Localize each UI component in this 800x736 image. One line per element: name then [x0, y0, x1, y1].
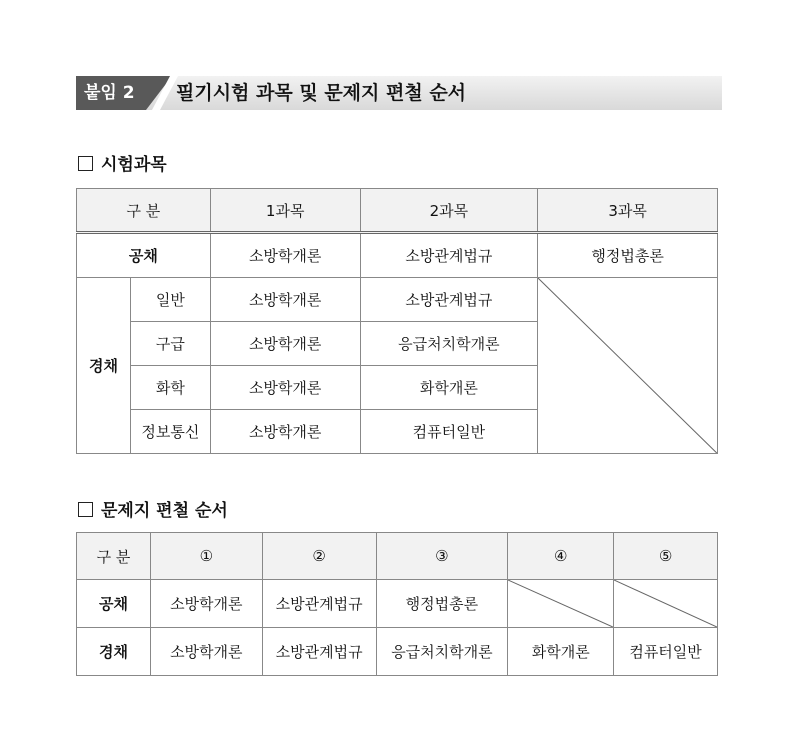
section-heading-order-label: 문제지 편철 순서 — [101, 501, 228, 521]
table-cell: 응급처치학개론 — [376, 628, 508, 676]
table-cell: 소방학개론 — [210, 366, 360, 410]
row-subheader: 화학 — [130, 366, 210, 410]
section-heading-subjects-label: 시험과목 — [101, 155, 167, 175]
booklet-order-table — [76, 532, 718, 676]
table-cell: 소방관계법규 — [360, 233, 538, 278]
row-header-common: 공채 — [77, 233, 211, 278]
table-cell: 소방학개론 — [210, 233, 360, 278]
table-cell: 소방학개론 — [210, 410, 360, 454]
table-cell: 소방학개론 — [210, 278, 360, 322]
diagonal-empty-cell — [508, 580, 614, 628]
table-header-row — [77, 533, 718, 580]
table-cell: 소방학개론 — [150, 580, 262, 628]
diagonal-line-icon — [614, 580, 717, 627]
row-subheader: 정보통신 — [130, 410, 210, 454]
column-header: ① — [150, 533, 262, 580]
column-header: 구 분 — [77, 189, 211, 233]
column-header: ⑤ — [614, 533, 718, 580]
row-header-career: 경채 — [77, 278, 131, 454]
table-cell: 컴퓨터일반 — [360, 410, 538, 454]
row-header-career: 경채 — [77, 628, 151, 676]
table-row — [77, 278, 718, 322]
table-cell: 응급처치학개론 — [360, 322, 538, 366]
table-row — [77, 580, 718, 628]
column-header: ② — [262, 533, 376, 580]
table-cell: 화학개론 — [508, 628, 614, 676]
table-cell: 행정법총론 — [538, 233, 718, 278]
column-header: 2과목 — [360, 189, 538, 233]
diagonal-empty-cell — [614, 580, 718, 628]
table-row — [77, 233, 718, 278]
section-heading-subjects — [78, 150, 167, 175]
column-header: 1과목 — [210, 189, 360, 233]
table-cell: 소방관계법규 — [360, 278, 538, 322]
attachment-badge-label: 붙임 2 — [84, 83, 135, 103]
table-cell: 소방학개론 — [210, 322, 360, 366]
table-cell: 소방학개론 — [150, 628, 262, 676]
column-header: 3과목 — [538, 189, 718, 233]
page-title: 필기시험 과목 및 문제지 편철 순서 — [176, 82, 467, 104]
square-bullet-icon — [78, 502, 93, 517]
row-subheader: 구급 — [130, 322, 210, 366]
table-cell: 행정법총론 — [376, 580, 508, 628]
table-cell: 소방관계법규 — [262, 580, 376, 628]
diagonal-line-icon — [508, 580, 613, 627]
diagonal-line-icon — [538, 278, 717, 453]
table-header-row — [77, 189, 718, 233]
column-header: ④ — [508, 533, 614, 580]
table-cell: 화학개론 — [360, 366, 538, 410]
column-header: 구 분 — [77, 533, 151, 580]
table-row — [77, 628, 718, 676]
subjects-table — [76, 188, 718, 454]
column-header: ③ — [376, 533, 508, 580]
table-cell: 소방관계법규 — [262, 628, 376, 676]
row-subheader: 일반 — [130, 278, 210, 322]
section-heading-order — [78, 496, 228, 521]
row-header-common: 공채 — [77, 580, 151, 628]
table-cell: 컴퓨터일반 — [614, 628, 718, 676]
square-bullet-icon — [78, 156, 93, 171]
diagonal-empty-cell — [538, 278, 718, 454]
